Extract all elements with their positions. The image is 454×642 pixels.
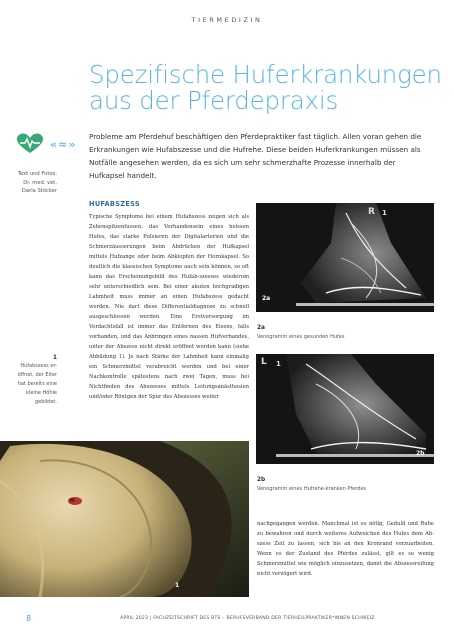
section-label: TIERMEDIZIN — [191, 16, 263, 24]
hoof-photo — [0, 441, 249, 597]
lead-paragraph: Probleme am Pferdehuf beschäftigen den Pferdepraktiker fast täglich. Allen voran gehen die Erkrankungen wie Hufabszesse und die Hufrehe. Diese beiden Huferkrankungen müssen als Notfälle angesehen werden, da es sich um sehr schmerzhafte Prozesse innerhalb der Hufkapsel handelt. — [89, 132, 422, 180]
section-heading: HUFABSZESS — [89, 200, 140, 208]
author-credits: Text und Fotos: Dr. med. vet. Daria Stöcker — [17, 171, 57, 194]
xray-image-2b — [256, 354, 434, 464]
logo-mark: «≈» — [50, 138, 77, 151]
title-line-2: aus der Pferdepraxis — [89, 86, 339, 115]
xray-marker-number-2a: 1 — [382, 209, 387, 217]
body-column-2: nachgegangen werden. Manchmal ist es nötig, Geduld und Ruhe zu bewahren und durch weiteres Aufweichen des Hufes dem Ab-szess Zeit zu lassen, sich bis an den Kronrand vorzuarbeiten. Wenn es der Zustand des Pferdes zulässt, gilt es so wenig Schmerzmittel wie möglich einzusetzen, damit die Abszessreifung nicht verzögert wird. — [257, 521, 434, 577]
page-number: 8 — [26, 614, 32, 623]
figure-1-tag: 1 — [175, 582, 180, 589]
xray-marker-2b: L — [261, 357, 267, 367]
figure-1-caption: 1 Hufabszess er- öffnet, der Eiter hat bereits eine kleine Höhle gebildet. — [2, 353, 57, 407]
xray-marker-2a: R — [368, 207, 375, 217]
figure-1-number: 1 — [52, 354, 57, 361]
figure-2b-caption: 2b Venogramm eines Hufrehe-kranken Pferdes — [257, 477, 367, 492]
xray-marker-number-2b: 1 — [276, 360, 281, 368]
figure-2a-caption: 2a Venogramm eines gesunden Hufes — [257, 325, 345, 340]
figure-2a-tag: 2a — [262, 295, 271, 302]
heart-icon — [14, 131, 46, 155]
title-line-1: Spezifische Huferkrankungen — [89, 60, 442, 89]
xray-image-2a — [256, 203, 434, 312]
body-column-1: Typische Symptome bei einem Hufabszess zeigen sich als Zehenspitzenfussen, das Vorhandensein eines heissen Hufes, das starke Pulsieren der Digitalarterien und die Schmerzäusserungen beim Abdrücken der Hufkapsel mittels Hufzange oder beim Abklopfen der Hornkapsel. So deutlich die klassischen Symptome auch sein können, so oft kann das Erscheinungsbild des Hufab-szesses wiederum sehr unterschiedlich sein. Bei einer akuten hochgradigen Lahmheit muss immer an einen Hufabszess gedacht werden. Nie darf diese Differentialdiagnose zu schnell ausgeschlossen werden. Eine Erstversorgung im Verdachtsfall ist immer das Entfernen des Eisens, falls vorhanden, und das Anbringen eines nassen Hufverbandes, unter der Abszess nicht direkt eröffnet werden kann (siehe Abbildung 1). Je nach Stärke der Lahmheit kann einmalig ein Schmerzmittel verabreicht werden und bei einer Nachkontrolle spätestens nach zwei Tagen, muss bei Nichtfinden des Abszesses mittels Leitungsanästhesien und/oder Röntgen der Spur des Abszesses weiter — [89, 214, 249, 400]
figure-2b-tag: 2b — [416, 450, 425, 457]
footer-text: APRIL 2023 | FACHZEITSCHRIFT DES BTS – BERUFSVERBAND DER TIERHEILPRAKTIKER*INNEN SCHWEIZ — [120, 616, 375, 621]
page-title — [89, 60, 442, 115]
